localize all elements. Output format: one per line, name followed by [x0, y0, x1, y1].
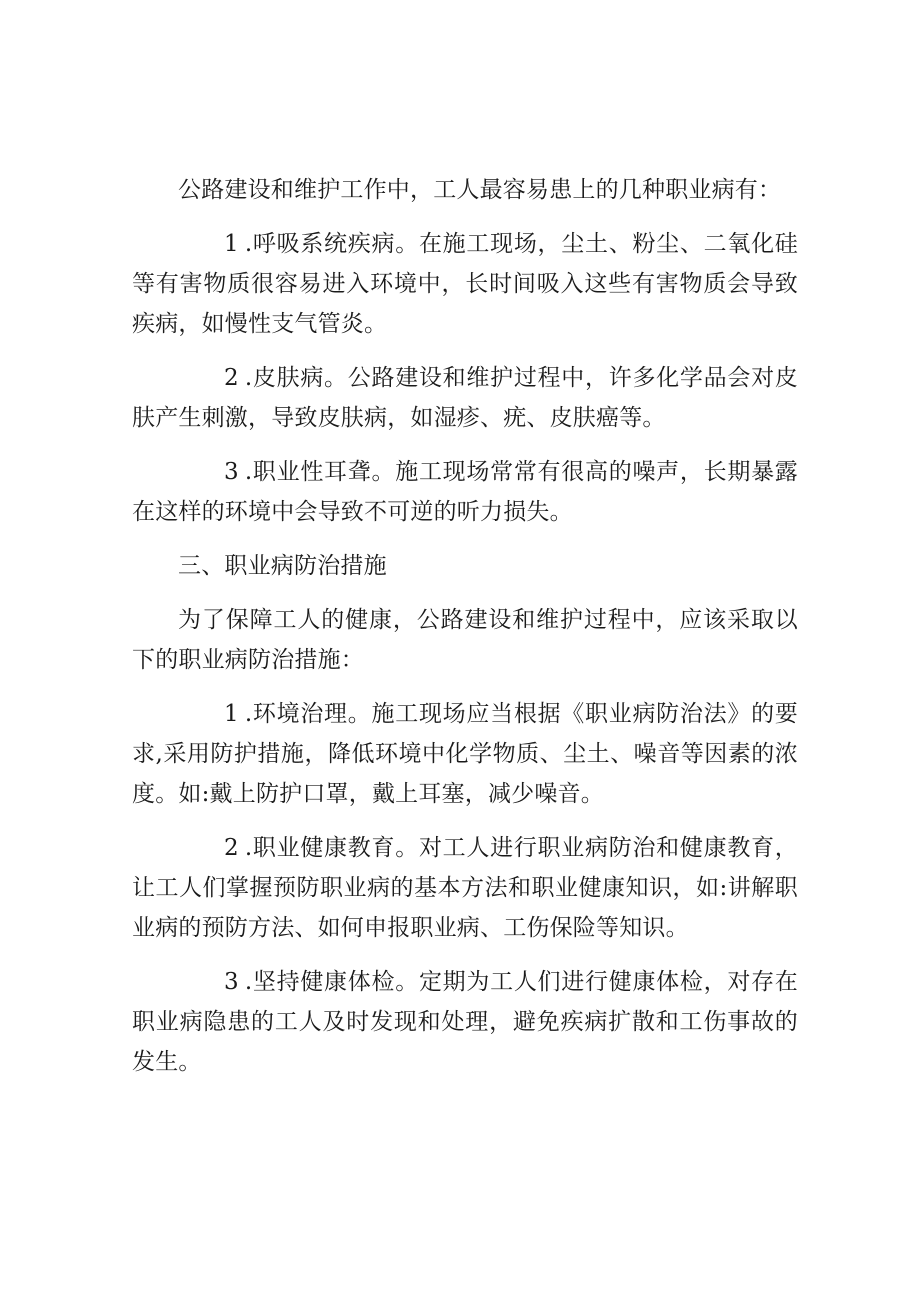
disease-item-deafness — [132, 452, 798, 532]
heading-text: 三、职业病防治措施 — [178, 553, 387, 579]
section-heading-prevention — [132, 546, 798, 586]
paragraph-text: .环境治理。施工现场应当根据《职业病防治法》的要求,采用防护措施，降低环境中化学物质、尘土、噪音等因素的浓度。如:戴上防护口罩，戴上耳塞，减少噪音。 — [132, 701, 798, 807]
disease-item-respiratory — [132, 224, 798, 344]
paragraph-text: 为了保障工人的健康，公路建设和维护过程中，应该采取以下的职业病防治措施： — [132, 607, 798, 673]
paragraph-text: 公路建设和维护工作中，工人最容易患上的几种职业病有： — [178, 177, 782, 203]
disease-item-skin — [132, 358, 798, 438]
item-number: 2 — [224, 365, 239, 391]
document-body — [132, 170, 798, 1096]
intro-paragraph — [132, 170, 798, 210]
paragraph-text: .皮肤病。公路建设和维护过程中，许多化学品会对皮肤产生刺激，导致皮肤病，如湿疹、疣、皮肤癌等。 — [132, 365, 798, 431]
paragraph-text: .呼吸系统疾病。在施工现场，尘土、粉尘、二氧化硅等有害物质很容易进入环境中，长时间吸入这些有害物质会导致疾病，如慢性支气管炎。 — [132, 231, 798, 337]
item-number: 3 — [224, 459, 239, 485]
measure-item-checkup — [132, 962, 798, 1082]
prevention-intro-paragraph — [132, 600, 798, 680]
measure-item-environment — [132, 694, 798, 814]
paragraph-text: .坚持健康体检。定期为工人们进行健康体检，对存在职业病隐患的工人及时发现和处理，避免疾病扩散和工伤事故的发生。 — [132, 969, 798, 1075]
measure-item-education — [132, 828, 798, 948]
item-number: 3 — [224, 969, 239, 995]
item-number: 1 — [224, 231, 239, 257]
paragraph-text: .职业性耳聋。施工现场常常有很高的噪声，长期暴露在这样的环境中会导致不可逆的听力损失。 — [132, 459, 798, 525]
item-number: 1 — [224, 701, 239, 727]
item-number: 2 — [224, 835, 239, 861]
paragraph-text: .职业健康教育。对工人进行职业病防治和健康教育，让工人们掌握预防职业病的基本方法和职业健康知识，如:讲解职业病的预防方法、如何申报职业病、工伤保险等知识。 — [132, 835, 798, 941]
